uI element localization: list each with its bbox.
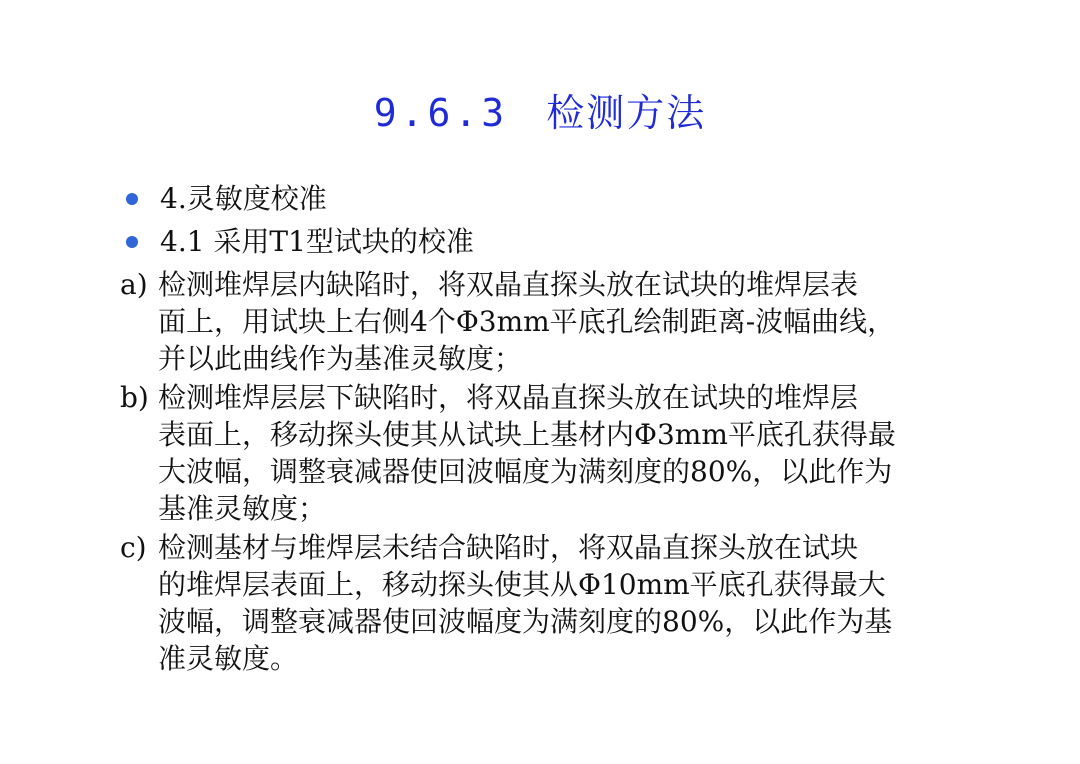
item-marker: b) — [120, 381, 149, 414]
bullet-item — [120, 223, 960, 260]
item-text — [158, 266, 960, 377]
item-line: 检测堆焊层内缺陷时，将双晶直探头放在试块的堆焊层表 — [158, 268, 859, 301]
item-line: 表面上，移动探头使其从试块上基材内Φ3mm平底孔获得最 — [158, 418, 896, 451]
item-marker: c) — [120, 531, 147, 564]
item-marker: a) — [120, 268, 148, 301]
item-line: 基准灵敏度； — [158, 492, 327, 525]
list-item-a — [120, 266, 960, 377]
item-line: 检测堆焊层层下缺陷时，将双晶直探头放在试块的堆焊层 — [158, 381, 859, 414]
bullet-dot-icon — [126, 193, 138, 205]
item-line: 并以此曲线作为基准灵敏度； — [158, 342, 523, 375]
item-line: 大波幅，调整衰减器使回波幅度为满刻度的80%，以此作为 — [158, 455, 893, 488]
item-text — [158, 379, 960, 527]
list-item-c — [120, 529, 960, 677]
bullet-text: 4.灵敏度校准 — [160, 182, 327, 215]
item-line: 面上，用试块上右侧4个Φ3mm平底孔绘制距离-波幅曲线， — [158, 305, 896, 338]
slide-title — [0, 82, 1080, 137]
section-number: 9.6.3 — [373, 91, 509, 135]
item-line: 波幅，调整衰减器使回波幅度为满刻度的80%，以此作为基 — [158, 605, 893, 638]
item-line: 的堆焊层表面上，移动探头使其从Φ10mm平底孔获得最大 — [158, 568, 886, 601]
section-title: 检测方法 — [546, 91, 707, 135]
item-line: 准灵敏度。 — [158, 642, 299, 675]
bullet-item — [120, 180, 960, 217]
slide-body — [120, 180, 960, 677]
list-item-b — [120, 379, 960, 527]
bullet-dot-icon — [126, 236, 138, 248]
item-line: 检测基材与堆焊层未结合缺陷时，将双晶直探头放在试块 — [158, 531, 859, 564]
bullet-text: 4.1 采用T1型试块的校准 — [160, 225, 474, 258]
item-text — [158, 529, 960, 677]
